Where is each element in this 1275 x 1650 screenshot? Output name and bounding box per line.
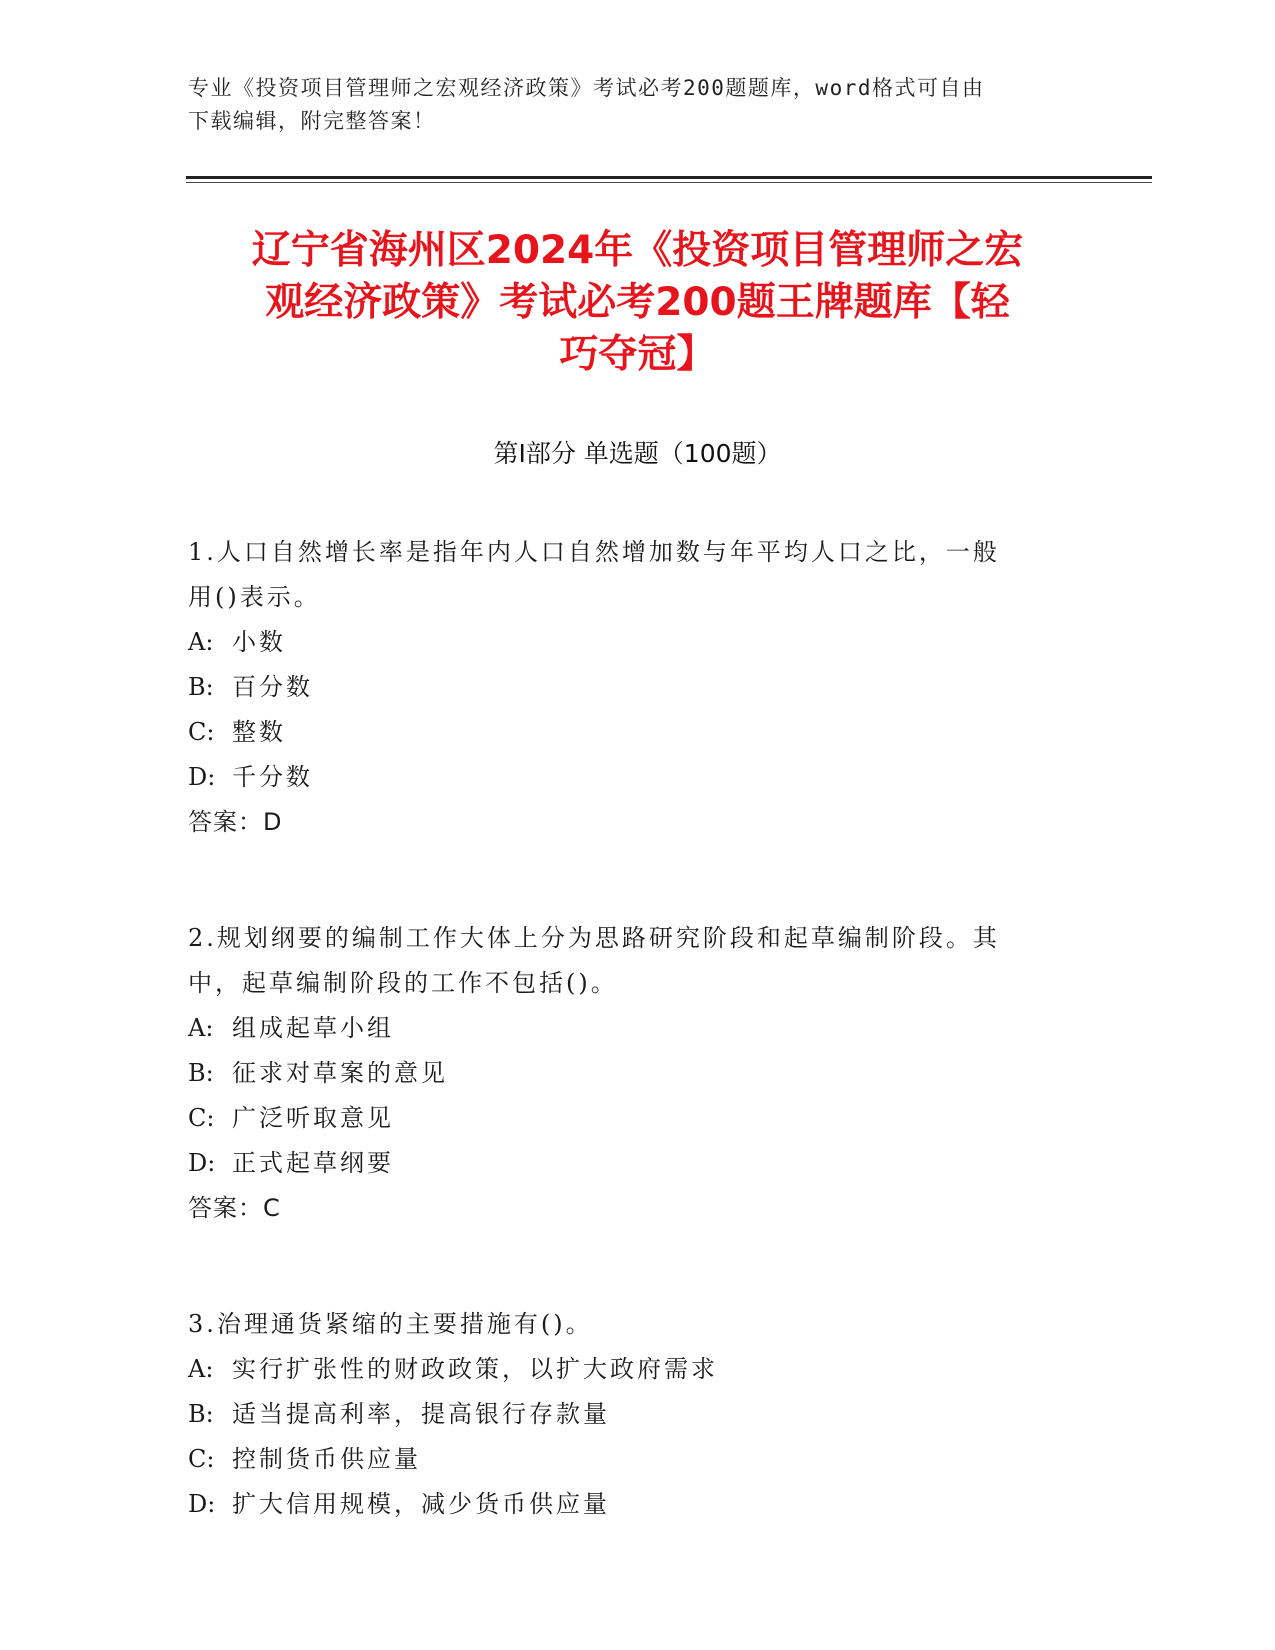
option-letter: A: bbox=[188, 1014, 214, 1042]
question-2-option-b bbox=[188, 1051, 1088, 1096]
question-1-option-d bbox=[188, 755, 1088, 800]
option-letter: B: bbox=[188, 1059, 214, 1087]
question-3-option-d bbox=[188, 1482, 1088, 1527]
question-3-option-c bbox=[188, 1437, 1088, 1482]
question-2-stem-line-2: 中，起草编制阶段的工作不包括()。 bbox=[188, 969, 618, 997]
option-text: 小数 bbox=[232, 628, 286, 656]
question-3-option-b bbox=[188, 1392, 1088, 1437]
question-1-answer: 答案：D bbox=[188, 808, 283, 836]
question-1-stem-line-1: 1.人口自然增长率是指年内人口自然增加数与年平均人口之比，一般 bbox=[188, 538, 1000, 566]
question-spacer bbox=[188, 845, 1088, 916]
option-letter: B: bbox=[188, 1400, 214, 1428]
question-1-option-c bbox=[188, 710, 1088, 755]
document-title bbox=[150, 225, 1125, 381]
option-letter: C: bbox=[188, 718, 215, 746]
document-title-line-3: 巧夺冠】 bbox=[559, 332, 716, 377]
option-text: 控制货币供应量 bbox=[232, 1445, 421, 1473]
question-spacer bbox=[188, 1231, 1088, 1302]
option-letter: B: bbox=[188, 673, 214, 701]
section-title: 第Ⅰ部分 单选题（100题） bbox=[493, 439, 782, 468]
question-1-option-b bbox=[188, 665, 1088, 710]
option-letter: D: bbox=[188, 1490, 216, 1518]
document-title-line-1: 辽宁省海州区2024年《投资项目管理师之宏 bbox=[251, 228, 1024, 273]
question-2 bbox=[188, 916, 1088, 1231]
header-rule-thin bbox=[186, 182, 1152, 183]
option-letter: D: bbox=[188, 763, 216, 791]
option-text: 扩大信用规模，减少货币供应量 bbox=[232, 1490, 610, 1518]
question-3 bbox=[188, 1302, 1088, 1527]
option-letter: C: bbox=[188, 1104, 215, 1132]
question-1-stem-line-2: 用()表示。 bbox=[188, 583, 321, 611]
question-1-option-a bbox=[188, 620, 1088, 665]
option-letter: D: bbox=[188, 1149, 216, 1177]
option-text: 整数 bbox=[232, 718, 286, 746]
question-2-stem-line-1: 2.规划纲要的编制工作大体上分为思路研究阶段和起草编制阶段。其 bbox=[188, 924, 1000, 952]
question-list bbox=[188, 530, 1088, 1527]
question-3-option-a bbox=[188, 1347, 1088, 1392]
question-3-stem-line-1: 3.治理通货紧缩的主要措施有()。 bbox=[188, 1310, 593, 1338]
option-text: 组成起草小组 bbox=[232, 1014, 394, 1042]
question-2-option-d bbox=[188, 1141, 1088, 1186]
option-letter: C: bbox=[188, 1445, 215, 1473]
option-letter: A: bbox=[188, 1355, 214, 1383]
question-2-answer: 答案：C bbox=[188, 1194, 281, 1222]
header-rule-thick bbox=[186, 176, 1152, 179]
option-text: 广泛听取意见 bbox=[232, 1104, 394, 1132]
document-title-line-2: 观经济政策》考试必考200题王牌题库【轻 bbox=[265, 280, 1010, 325]
option-letter: A: bbox=[188, 628, 214, 656]
question-1 bbox=[188, 530, 1088, 845]
option-text: 正式起草纲要 bbox=[232, 1149, 394, 1177]
option-text: 实行扩张性的财政政策，以扩大政府需求 bbox=[232, 1355, 718, 1383]
option-text: 百分数 bbox=[232, 673, 313, 701]
header-note bbox=[188, 72, 1088, 138]
question-2-option-c bbox=[188, 1096, 1088, 1141]
question-2-option-a bbox=[188, 1006, 1088, 1051]
header-note-line-1: 专业《投资项目管理师之宏观经济政策》考试必考200题题库，word格式可自由 bbox=[188, 76, 985, 100]
option-text: 征求对草案的意见 bbox=[232, 1059, 448, 1087]
option-text: 千分数 bbox=[232, 763, 313, 791]
header-note-line-2: 下载编辑，附完整答案！ bbox=[188, 109, 436, 133]
option-text: 适当提高利率，提高银行存款量 bbox=[232, 1400, 610, 1428]
